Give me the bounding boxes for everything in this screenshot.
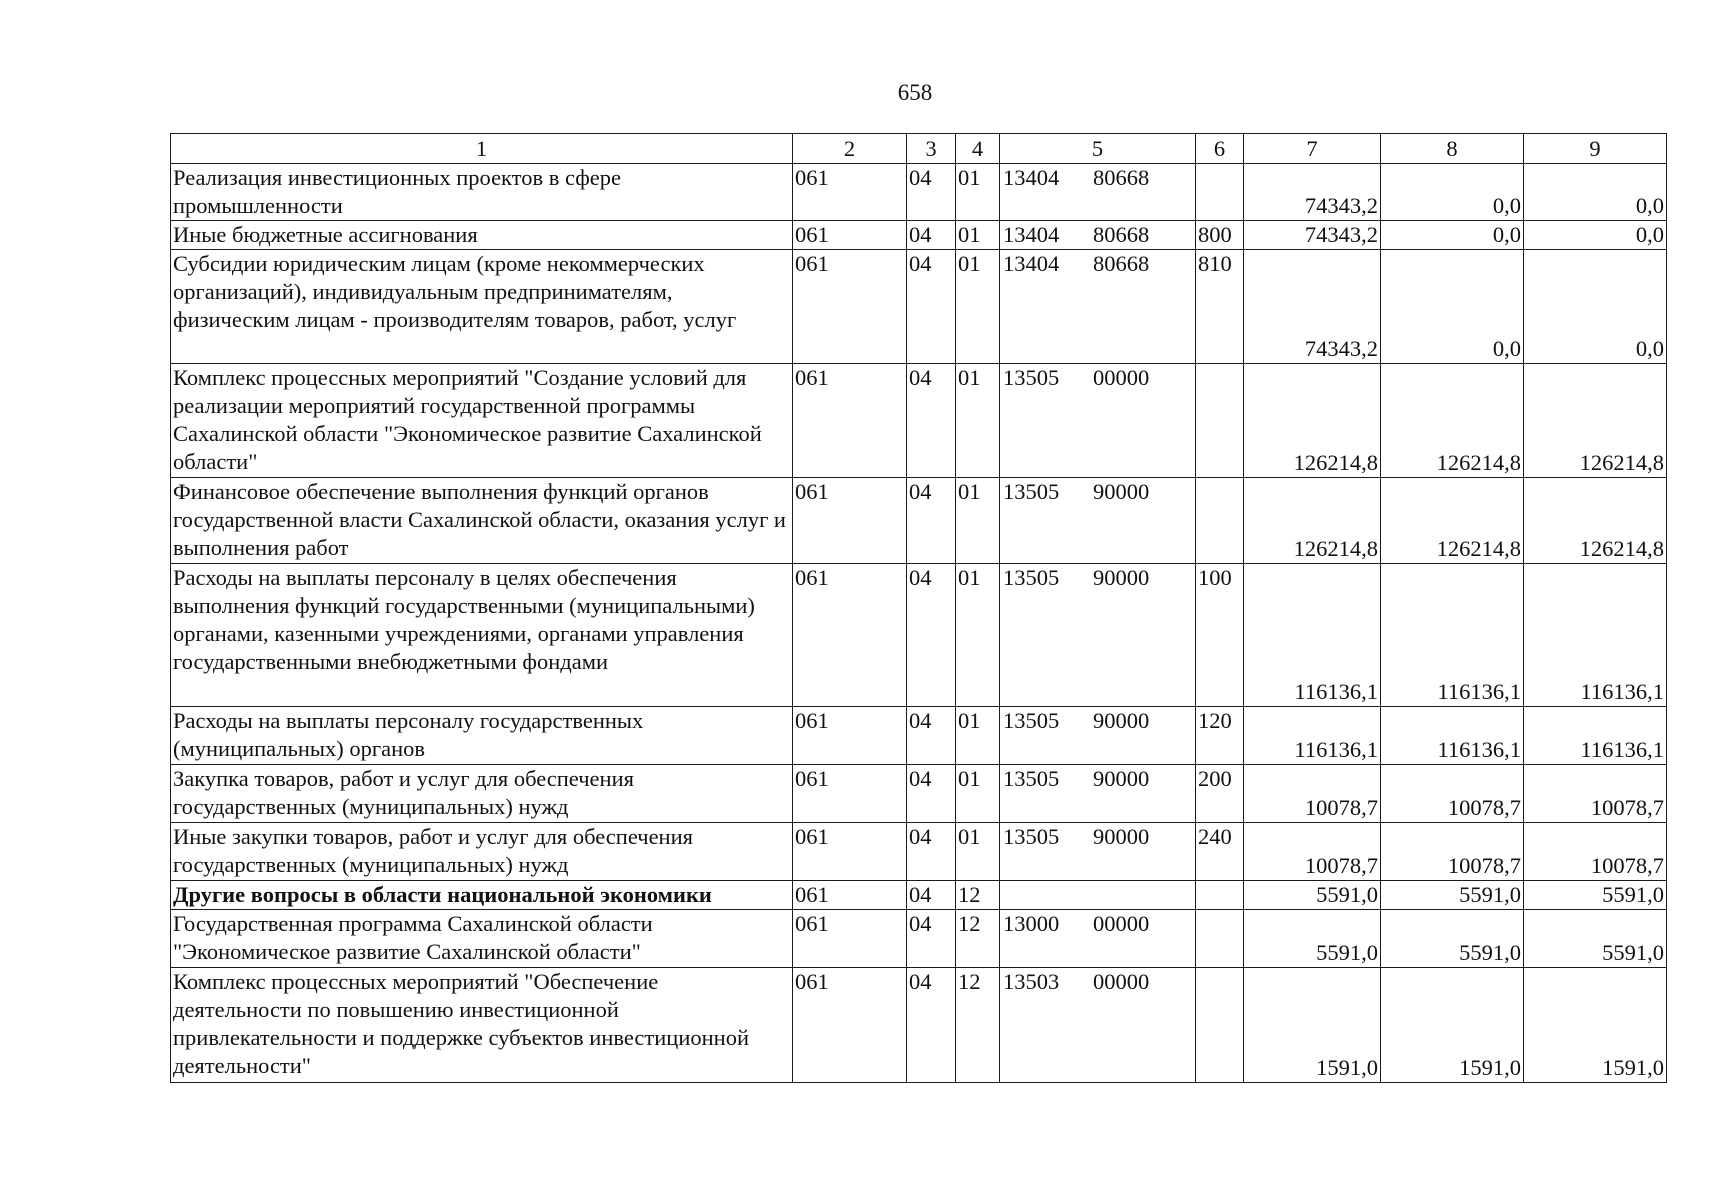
target-article-direction-code: 80668 [1093,165,1150,190]
amount-year-1-cell: 1591,0 [1244,968,1381,1083]
section-code-cell: 04 [907,364,956,478]
ministry-code-cell: 061 [793,221,907,250]
table-row [171,968,1667,1083]
ministry-code-cell: 061 [793,968,907,1083]
subsection-code-cell: 01 [956,765,1000,823]
amount-year-2-cell: 116136,1 [1381,707,1524,765]
table-row [171,250,1667,364]
row-name-cell: Закупка товаров, работ и услуг для обеспечения государственных (муниципальных) нужд [171,765,793,823]
subsection-code-cell: 12 [956,910,1000,968]
target-article-program-code: 13404 [1003,251,1060,276]
table-body [171,164,1667,1083]
expense-type-code-cell [1196,478,1244,564]
row-name-cell: Иные бюджетные ассигнования [171,221,793,250]
subsection-code-cell: 01 [956,707,1000,765]
table-row [171,707,1667,765]
row-name-cell: Комплекс процессных мероприятий "Создание условий для реализации мероприятий государственной программы Сахалинской области "Экономическое развитие Сахалинской области" [171,364,793,478]
target-article-cell [1000,564,1196,707]
table-row [171,364,1667,478]
ministry-code-cell: 061 [793,707,907,765]
subsection-code-cell: 12 [956,968,1000,1083]
row-name-cell: Финансовое обеспечение выполнения функций органов государственной власти Сахалинской области, оказания услуг и выполнения работ [171,478,793,564]
table-row [171,564,1667,707]
header-cell-9: 9 [1524,134,1667,164]
target-article-cell [1000,910,1196,968]
ministry-code-cell: 061 [793,478,907,564]
target-article-cell [1000,881,1196,910]
header-cell-6: 6 [1196,134,1244,164]
ministry-code-cell: 061 [793,881,907,910]
subsection-code-cell: 01 [956,823,1000,881]
target-article-cell [1000,164,1196,221]
target-article-program-code: 13000 [1003,911,1060,936]
target-article-direction-code: 80668 [1093,222,1150,247]
subsection-code-cell: 01 [956,364,1000,478]
target-article-direction-code: 80668 [1093,251,1150,276]
row-name-cell: Расходы на выплаты персоналу в целях обеспечения выполнения функций государственными (муниципальными) органами, казенными учреждениями, органами управления государственными внебюджетными фондами [171,564,793,707]
target-article-direction-code: 90000 [1093,824,1150,849]
amount-year-3-cell: 10078,7 [1524,765,1667,823]
ministry-code-cell: 061 [793,910,907,968]
header-cell-3: 3 [907,134,956,164]
table-row [171,823,1667,881]
amount-year-3-cell: 0,0 [1524,164,1667,221]
amount-year-2-cell: 0,0 [1381,221,1524,250]
page-number: 658 [897,80,933,105]
target-article-program-code: 13505 [1003,766,1060,791]
target-article-cell [1000,250,1196,364]
ministry-code-cell: 061 [793,250,907,364]
subsection-code-cell: 01 [956,564,1000,707]
target-article-direction-code: 90000 [1093,479,1150,504]
ministry-code-cell: 061 [793,164,907,221]
table-row [171,221,1667,250]
section-code-cell: 04 [907,221,956,250]
amount-year-2-cell: 10078,7 [1381,765,1524,823]
amount-year-1-cell: 116136,1 [1244,564,1381,707]
ministry-code-cell: 061 [793,823,907,881]
table-row [171,164,1667,221]
header-cell-8: 8 [1381,134,1524,164]
amount-year-2-cell: 0,0 [1381,250,1524,364]
amount-year-3-cell: 10078,7 [1524,823,1667,881]
amount-year-1-cell: 5591,0 [1244,910,1381,968]
amount-year-3-cell: 5591,0 [1524,910,1667,968]
table-row [171,765,1667,823]
section-code-cell: 04 [907,164,956,221]
table-row [171,881,1667,910]
table-header-row [171,134,1667,164]
subsection-code-cell: 01 [956,250,1000,364]
amount-year-3-cell: 5591,0 [1524,881,1667,910]
amount-year-3-cell: 116136,1 [1524,707,1667,765]
target-article-program-code: 13404 [1003,165,1060,190]
target-article-direction-code: 90000 [1093,766,1150,791]
row-name-cell: Иные закупки товаров, работ и услуг для обеспечения государственных (муниципальных) нужд [171,823,793,881]
amount-year-2-cell: 126214,8 [1381,478,1524,564]
section-code-cell: 04 [907,564,956,707]
expense-type-code-cell [1196,968,1244,1083]
section-code-cell: 04 [907,250,956,364]
target-article-cell [1000,364,1196,478]
amount-year-2-cell: 126214,8 [1381,364,1524,478]
amount-year-1-cell: 126214,8 [1244,364,1381,478]
subsection-code-cell: 01 [956,478,1000,564]
amount-year-2-cell: 5591,0 [1381,910,1524,968]
header-cell-1: 1 [171,134,793,164]
section-code-cell: 04 [907,881,956,910]
section-code-cell: 04 [907,765,956,823]
target-article-cell [1000,478,1196,564]
amount-year-1-cell: 10078,7 [1244,765,1381,823]
amount-year-3-cell: 1591,0 [1524,968,1667,1083]
target-article-program-code: 13503 [1003,969,1060,994]
subsection-code-cell: 01 [956,221,1000,250]
expense-type-code-cell [1196,910,1244,968]
amount-year-3-cell: 0,0 [1524,221,1667,250]
amount-year-2-cell: 10078,7 [1381,823,1524,881]
ministry-code-cell: 061 [793,564,907,707]
amount-year-1-cell: 74343,2 [1244,221,1381,250]
table-row [171,478,1667,564]
expense-type-code-cell: 100 [1196,564,1244,707]
header-cell-5: 5 [1000,134,1196,164]
row-name-cell: Другие вопросы в области национальной экономики [171,881,793,910]
target-article-program-code: 13505 [1003,565,1060,590]
amount-year-2-cell: 1591,0 [1381,968,1524,1083]
amount-year-1-cell: 74343,2 [1244,164,1381,221]
amount-year-1-cell: 74343,2 [1244,250,1381,364]
target-article-direction-code: 00000 [1093,911,1150,936]
target-article-program-code: 13505 [1003,479,1060,504]
section-code-cell: 04 [907,968,956,1083]
target-article-direction-code: 00000 [1093,969,1150,994]
header-cell-2: 2 [793,134,907,164]
section-code-cell: 04 [907,707,956,765]
header-cell-4: 4 [956,134,1000,164]
amount-year-1-cell: 10078,7 [1244,823,1381,881]
amount-year-1-cell: 5591,0 [1244,881,1381,910]
expense-type-code-cell [1196,881,1244,910]
section-code-cell: 04 [907,910,956,968]
subsection-code-cell: 01 [956,164,1000,221]
row-name-cell: Государственная программа Сахалинской области "Экономическое развитие Сахалинской области" [171,910,793,968]
target-article-cell [1000,968,1196,1083]
ministry-code-cell: 061 [793,765,907,823]
amount-year-3-cell: 126214,8 [1524,478,1667,564]
row-name-cell: Расходы на выплаты персоналу государственных (муниципальных) органов [171,707,793,765]
amount-year-3-cell: 116136,1 [1524,564,1667,707]
expense-type-code-cell: 800 [1196,221,1244,250]
section-code-cell: 04 [907,478,956,564]
row-name-cell: Комплекс процессных мероприятий "Обеспечение деятельности по повышению инвестиционной привлекательности и поддержке субъектов инвестиционной деятельности" [171,968,793,1083]
amount-year-3-cell: 0,0 [1524,250,1667,364]
expense-type-code-cell [1196,164,1244,221]
target-article-program-code: 13505 [1003,708,1060,733]
target-article-direction-code: 90000 [1093,565,1150,590]
expense-type-code-cell: 240 [1196,823,1244,881]
target-article-direction-code: 90000 [1093,708,1150,733]
target-article-cell [1000,707,1196,765]
target-article-direction-code: 00000 [1093,365,1150,390]
table-row [171,910,1667,968]
target-article-cell [1000,221,1196,250]
row-name-cell: Реализация инвестиционных проектов в сфере промышленности [171,164,793,221]
amount-year-2-cell: 5591,0 [1381,881,1524,910]
expense-type-code-cell: 200 [1196,765,1244,823]
section-code-cell: 04 [907,823,956,881]
expense-type-code-cell: 810 [1196,250,1244,364]
row-name-cell: Субсидии юридическим лицам (кроме некоммерческих организаций), индивидуальным предпринимателям, физическим лицам - производителям товаров, работ, услуг [171,250,793,364]
budget-table [170,133,1667,1083]
ministry-code-cell: 061 [793,364,907,478]
header-cell-7: 7 [1244,134,1381,164]
amount-year-2-cell: 0,0 [1381,164,1524,221]
target-article-program-code: 13404 [1003,222,1060,247]
subsection-code-cell: 12 [956,881,1000,910]
expense-type-code-cell: 120 [1196,707,1244,765]
target-article-program-code: 13505 [1003,824,1060,849]
target-article-program-code: 13505 [1003,365,1060,390]
amount-year-3-cell: 126214,8 [1524,364,1667,478]
amount-year-1-cell: 126214,8 [1244,478,1381,564]
target-article-cell [1000,823,1196,881]
target-article-cell [1000,765,1196,823]
amount-year-1-cell: 116136,1 [1244,707,1381,765]
amount-year-2-cell: 116136,1 [1381,564,1524,707]
expense-type-code-cell [1196,364,1244,478]
